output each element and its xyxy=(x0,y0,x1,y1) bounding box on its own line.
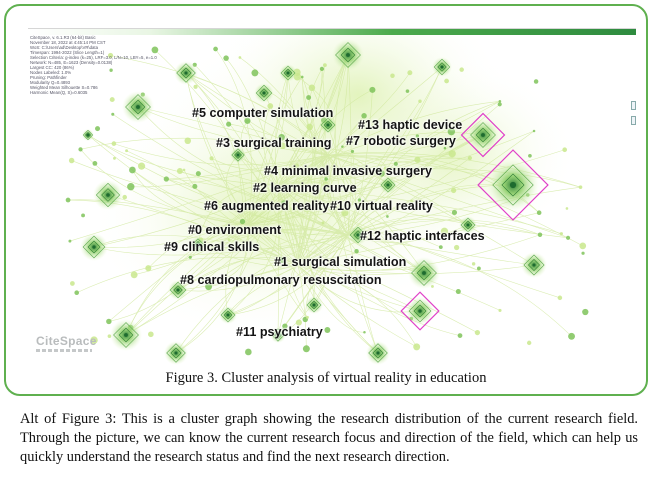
reference-node xyxy=(95,126,100,131)
reference-node xyxy=(148,331,154,337)
reference-node xyxy=(579,185,583,189)
reference-node xyxy=(320,67,324,71)
reference-node xyxy=(566,207,569,210)
reference-node xyxy=(69,158,74,163)
info-line: Network: N=485, E=1623 (Density=0.0138) xyxy=(30,60,113,65)
info-line: Nodes Labeled: 1.0% xyxy=(30,70,72,75)
cluster-label: #7 robotic surgery xyxy=(346,134,456,148)
reference-node xyxy=(568,333,575,340)
reference-node xyxy=(223,55,229,61)
reference-node xyxy=(528,154,532,158)
citespace-watermark: CiteSpace xyxy=(36,334,97,348)
reference-node xyxy=(189,256,192,259)
reference-node xyxy=(106,319,111,324)
cluster-label: #0 environment xyxy=(188,223,282,237)
reference-node xyxy=(369,87,375,93)
info-line: CiteSpace, v. 6.1.R3 (64-bit) Basic xyxy=(30,35,96,40)
reference-node xyxy=(418,100,421,103)
reference-node xyxy=(92,161,97,166)
reference-node xyxy=(414,157,420,163)
cluster-label: #5 computer simulation xyxy=(192,106,334,120)
cluster-label: #13 haptic device xyxy=(358,118,463,132)
reference-node xyxy=(499,100,502,103)
reference-node xyxy=(112,141,117,146)
reference-node xyxy=(309,85,316,92)
reference-node xyxy=(185,138,192,145)
reference-node xyxy=(145,265,151,271)
reference-node xyxy=(449,150,456,157)
reference-node xyxy=(194,85,198,89)
reference-node xyxy=(78,147,82,151)
reference-node xyxy=(468,156,472,160)
cluster-label: #9 clinical skills xyxy=(164,240,260,254)
reference-node xyxy=(125,149,128,152)
cluster-label: #1 surgical simulation xyxy=(274,255,407,269)
reference-node xyxy=(558,296,563,301)
reference-node xyxy=(498,309,501,312)
reference-node xyxy=(110,97,115,102)
reference-node xyxy=(303,345,310,352)
watermark-decoration xyxy=(36,349,92,352)
info-line: Pruning: Pathfinder xyxy=(30,75,67,80)
reference-node xyxy=(390,74,394,78)
info-line: WoS: C:\Users\ad\Desktop\VR\data xyxy=(30,45,98,50)
reference-node xyxy=(386,215,389,218)
reference-node xyxy=(196,171,201,176)
cluster-label: #2 learning curve xyxy=(253,181,357,195)
reference-node xyxy=(68,240,71,243)
reference-node xyxy=(533,130,536,133)
key-reference-node xyxy=(80,127,97,144)
side-control-up[interactable] xyxy=(631,101,636,110)
reference-node xyxy=(458,333,463,338)
reference-node xyxy=(183,169,186,172)
reference-node xyxy=(70,281,75,286)
reference-node xyxy=(245,349,252,356)
reference-node xyxy=(581,252,584,255)
side-controls[interactable] xyxy=(631,101,636,145)
reference-node xyxy=(498,102,502,106)
reference-node xyxy=(131,271,138,278)
reference-node xyxy=(306,316,309,319)
reference-node xyxy=(322,221,325,224)
reference-node xyxy=(456,289,461,294)
reference-node xyxy=(129,167,136,174)
reference-node xyxy=(560,232,563,235)
reference-node xyxy=(475,330,480,335)
key-reference-node xyxy=(516,247,553,284)
reference-node xyxy=(341,145,344,148)
figure-alt-text: Alt of Figure 3: This is a cluster graph showing the research distribution of the current research field. Through the picture, we can know the current research focus and direction of the field, which can help us quickly understand the research status and find the next research direction. xyxy=(20,411,638,465)
reference-node xyxy=(192,184,197,189)
figure-caption: Figure 3. Cluster analysis of virtual reality in education xyxy=(165,370,487,386)
network-info-panel xyxy=(30,35,157,95)
reference-node xyxy=(111,113,114,116)
reference-node xyxy=(406,89,410,93)
cluster-label: #6 augmented reality xyxy=(204,199,330,213)
cluster-label: #12 haptic interfaces xyxy=(360,229,485,243)
figure-frame xyxy=(4,4,648,396)
reference-node xyxy=(74,290,79,295)
reference-node xyxy=(81,213,85,217)
info-line: Weighted Mean Silhouette S=0.786 xyxy=(30,85,98,90)
reference-node xyxy=(444,79,449,84)
reference-node xyxy=(477,266,481,270)
cluster-label: #10 virtual reality xyxy=(330,199,433,213)
reference-node xyxy=(566,236,570,240)
reference-node xyxy=(210,156,214,160)
reference-node xyxy=(579,243,586,250)
cluster-label: #8 cardiopulmonary resuscitation xyxy=(180,273,382,287)
side-control-down[interactable] xyxy=(631,116,636,125)
reference-node xyxy=(407,70,412,75)
reference-node xyxy=(534,79,539,84)
reference-node xyxy=(127,183,134,190)
reference-node xyxy=(323,63,327,67)
reference-node xyxy=(451,188,456,193)
reference-node xyxy=(363,331,366,334)
reference-node xyxy=(239,56,242,59)
reference-node xyxy=(538,233,542,237)
reference-node xyxy=(472,262,475,265)
info-line: Harmonic Mean(Q, S)=0.6035 xyxy=(30,90,88,95)
info-line: Largest CC: 420 (86%) xyxy=(30,65,74,70)
reference-node xyxy=(582,309,588,315)
reference-node xyxy=(454,245,459,250)
cluster-label: #4 minimal invasive surgery xyxy=(264,164,433,178)
reference-node xyxy=(354,249,358,253)
reference-node xyxy=(527,341,531,345)
reference-node xyxy=(324,327,330,333)
reference-node xyxy=(452,210,457,215)
key-reference-node xyxy=(159,336,193,369)
info-line: November 18, 2022 at 4:45:14 PM CST xyxy=(30,40,106,45)
reference-node xyxy=(537,210,542,215)
reference-node xyxy=(251,69,258,76)
reference-node xyxy=(226,122,231,127)
info-line: Modularity Q=0.4893 xyxy=(30,80,71,85)
citespace-canvas xyxy=(28,28,636,369)
reference-node xyxy=(562,147,567,152)
reference-node xyxy=(301,76,304,79)
info-line: Selection Criteria: g-index (k=25), LRF=3.0, L/N=10, LBY=5, e=1.0 xyxy=(30,55,157,60)
reference-node xyxy=(413,343,420,350)
reference-node xyxy=(351,150,354,153)
reference-node xyxy=(164,176,169,181)
cluster-label: #11 psychiatry xyxy=(236,325,323,339)
info-line: Timespan: 1994-2022 (Slice Length=1) xyxy=(30,50,105,55)
reference-node xyxy=(113,157,116,160)
reference-node xyxy=(459,67,463,71)
reference-node xyxy=(177,168,183,174)
cluster-label: #3 surgical training xyxy=(216,136,332,150)
reference-node xyxy=(439,245,443,249)
key-reference-node xyxy=(361,336,395,369)
reference-node xyxy=(306,95,311,100)
reference-node xyxy=(307,124,313,130)
reference-node xyxy=(138,163,145,170)
reference-node xyxy=(213,47,218,52)
reference-node xyxy=(66,198,71,203)
